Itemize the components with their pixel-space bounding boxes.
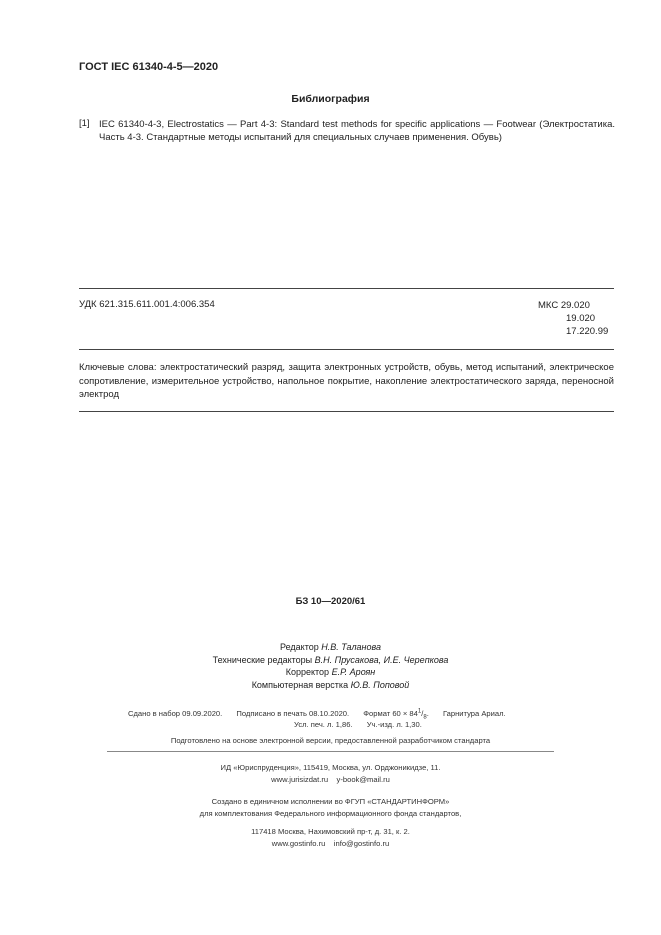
paper-format: Формат $60 \times 84^1/_8$. — [363, 708, 429, 721]
bibliography-item-text: IEC 61340-4-3, Electrostatics — Part 4-3: Standard test methods for specific applications — Footwear (Электростатика. Часть 4-3. Стандартные методы испытаний для специальных случаев применения. Обувь) — [99, 119, 615, 143]
edition-sheets: Уч.-изд. л. 1,30. — [366, 720, 422, 729]
keywords: Ключевые слова: электростатический разряд, защита электронных устройств, обувь, метод испытаний, электрическое сопротивление, измерительное устройство, напольное покрытие, накопление электростатического заряда, переносной электрод — [79, 362, 614, 400]
printed-sheets: Усл. печ. л. 1,86. — [294, 720, 353, 729]
print-info-row-1 — [128, 708, 518, 720]
mks-codes — [538, 299, 608, 338]
editor-label: Редактор — [279, 642, 319, 652]
layout-name: Ю.В. Поповой — [350, 679, 410, 690]
publisher-line-1: ИД «Юриспруденция», 115419, Москва, ул. Орджоникидзе, 11. — [220, 763, 441, 772]
bz-number: БЗ 10—2020/61 — [295, 596, 366, 607]
publisher-line-2: www.jurisizdat.ru y-book@mail.ru — [271, 775, 390, 784]
corrector-name: Е.Р. Ароян — [331, 667, 376, 677]
mks-code-1: МКС 29.020 — [538, 300, 590, 311]
submitted-date: Сдано в набор 09.09.2020. — [128, 708, 223, 718]
divider-bottom — [79, 411, 614, 412]
document-code: ГОСТ IEC 61340-4-5—2020 — [79, 61, 219, 73]
credit-corrector — [0, 666, 661, 679]
credits-block — [0, 641, 661, 691]
prepared-note: Подготовлено на основе электронной версии, предоставленной разработчиком стандарта — [170, 736, 491, 745]
tech-label: Технические редакторы — [212, 654, 313, 665]
credit-layout — [0, 679, 661, 692]
publisher-line-6: www.gostinfo.ru info@gostinfo.ru — [271, 839, 390, 848]
publisher-line-5: 117418 Москва, Нахимовский пр-т, д. 31, к. 2. — [251, 827, 410, 836]
udk-code: УДК 621.315.611.001.4:006.354 — [79, 299, 215, 310]
bibliography-item-number: [1] — [79, 118, 90, 129]
divider-top — [79, 288, 614, 289]
signed-date: Подписано в печать 08.10.2020. — [236, 708, 350, 718]
credit-editor — [0, 641, 661, 654]
editor-name: Н.В. Таланова — [321, 642, 382, 652]
mks-code-3: 17.220.99 — [566, 326, 609, 337]
divider-publisher — [107, 751, 554, 752]
corrector-label: Корректор — [285, 667, 330, 677]
bibliography-title: Библиография — [291, 93, 370, 105]
tech-names: В.Н. Прусакова, И.Е. Черепкова — [314, 654, 449, 665]
publisher-line-4: для комплектования Федерального информационного фонда стандартов, — [199, 809, 462, 818]
publisher-line-3: Создано в единичном исполнении во ФГУП «СТАНДАРТИНФОРМ» — [211, 797, 450, 806]
layout-label: Компьютерная верстка — [251, 679, 349, 690]
typeface: Гарнитура Ариал. — [442, 708, 506, 718]
credit-tech-editors — [0, 654, 661, 667]
print-info-row-2 — [294, 720, 434, 729]
publisher-block — [0, 762, 661, 850]
mks-code-2: 19.020 — [566, 313, 596, 324]
divider-middle — [79, 349, 614, 350]
